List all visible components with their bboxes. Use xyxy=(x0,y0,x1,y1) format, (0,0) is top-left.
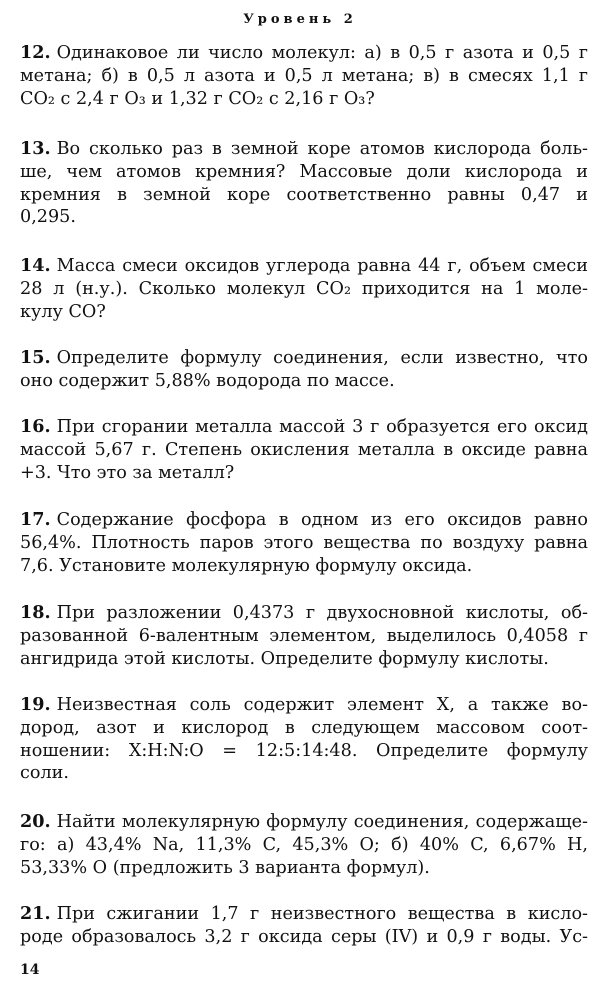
problem-text-line: ше, чем атомов кремния? Массовые доли кислорода и xyxy=(20,161,588,182)
problem-text-line: Во сколько раз в земной коре атомов кислорода боль- xyxy=(56,139,588,159)
problem-number: 20. xyxy=(20,811,51,832)
problem-text-line: роде образовалось 3,2 г оксида серы (IV) и 0,9 г воды. Ус- xyxy=(20,926,588,947)
problem-number: 14. xyxy=(20,255,51,276)
problem-number: 21. xyxy=(20,903,51,924)
problem-text-line: метана; б) в 0,5 л азота и 0,5 л метана; в) в смесях 1,1 г xyxy=(20,65,588,86)
problem-number: 15. xyxy=(20,347,51,368)
problem-16 xyxy=(20,416,588,484)
problem-text-line: 28 л (н.у.). Сколько молекул CO₂ приходится на 1 моле- xyxy=(20,278,588,299)
problem-text-line: Определите формулу соединения, если известно, что xyxy=(56,348,588,368)
problem-text-line: Найти молекулярную формулу соединения, содержаще- xyxy=(56,812,588,832)
problem-text-line: Масса смеси оксидов углерода равна 44 г, объем смеси xyxy=(56,256,588,276)
problem-number: 16. xyxy=(20,416,51,437)
problem-17 xyxy=(20,509,588,577)
problem-text-line: При разложении 0,4373 г двухосновной кислоты, об- xyxy=(56,603,588,623)
problem-number: 19. xyxy=(20,694,51,715)
problem-text-line: 0,295. xyxy=(20,207,76,228)
problem-21 xyxy=(20,903,588,949)
problem-text-line: +3. Что это за металл? xyxy=(20,462,235,483)
problem-text-line: дород, азот и кислород в следующем массовом соот- xyxy=(20,717,588,738)
problem-number: 18. xyxy=(20,602,51,623)
problem-text-line: При сгорании металла массой 3 г образуется его оксид xyxy=(56,417,588,437)
problem-15 xyxy=(20,347,588,393)
problem-text-line: го: а) 43,4% Na, 11,3% C, 45,3% O; б) 40% C, 6,67% H, xyxy=(20,834,588,855)
problem-text-line: соли. xyxy=(20,763,69,784)
problem-text-line: Неизвестная соль содержит элемент X, а также во- xyxy=(56,695,588,715)
problem-text-line: кулу CO? xyxy=(20,301,106,322)
problem-number: 13. xyxy=(20,138,51,159)
problem-text-line: ангидрида этой кислоты. Определите формулу кислоты. xyxy=(20,648,549,669)
problem-text-line: CO₂ с 2,4 г O₃ и 1,32 г CO₂ с 2,16 г O₃? xyxy=(20,88,375,109)
problem-text-line: Одинаковое ли число молекул: а) в 0,5 г азота и 0,5 г xyxy=(56,43,588,63)
problem-text-line: кремния в земной коре соответственно равны 0,47 и xyxy=(20,184,588,205)
problem-number: 17. xyxy=(20,509,51,530)
problem-text-line: ношении: X:H:N:O = 12:5:14:48. Определите формулу xyxy=(20,740,588,761)
problem-13 xyxy=(20,138,588,229)
problem-text-line: 53,33% O (предложить 3 варианта формул). xyxy=(20,857,430,878)
problem-14 xyxy=(20,255,588,323)
page-number: 14 xyxy=(20,962,40,978)
problem-text-line: разованной 6-валентным элементом, выделилось 0,4058 г xyxy=(20,625,588,646)
problem-text-line: 7,6. Установите молекулярную формулу оксида. xyxy=(20,555,473,576)
problem-text-line: массой 5,67 г. Степень окисления металла в оксиде равна xyxy=(20,439,588,460)
problem-text-line: оно содержит 5,88% водорода по массе. xyxy=(20,370,395,391)
problem-19 xyxy=(20,694,588,785)
problem-18 xyxy=(20,602,588,670)
problem-20 xyxy=(20,811,588,879)
problem-number: 12. xyxy=(20,42,51,63)
problem-text-line: 56,4%. Плотность паров этого вещества по воздуху равна xyxy=(20,532,588,553)
level-title: Уровень 2 xyxy=(243,12,357,27)
problem-12 xyxy=(20,42,588,110)
problem-text-line: Содержание фосфора в одном из его оксидов равно xyxy=(56,510,588,530)
problem-text-line: При сжигании 1,7 г неизвестного вещества в кисло- xyxy=(56,904,588,924)
